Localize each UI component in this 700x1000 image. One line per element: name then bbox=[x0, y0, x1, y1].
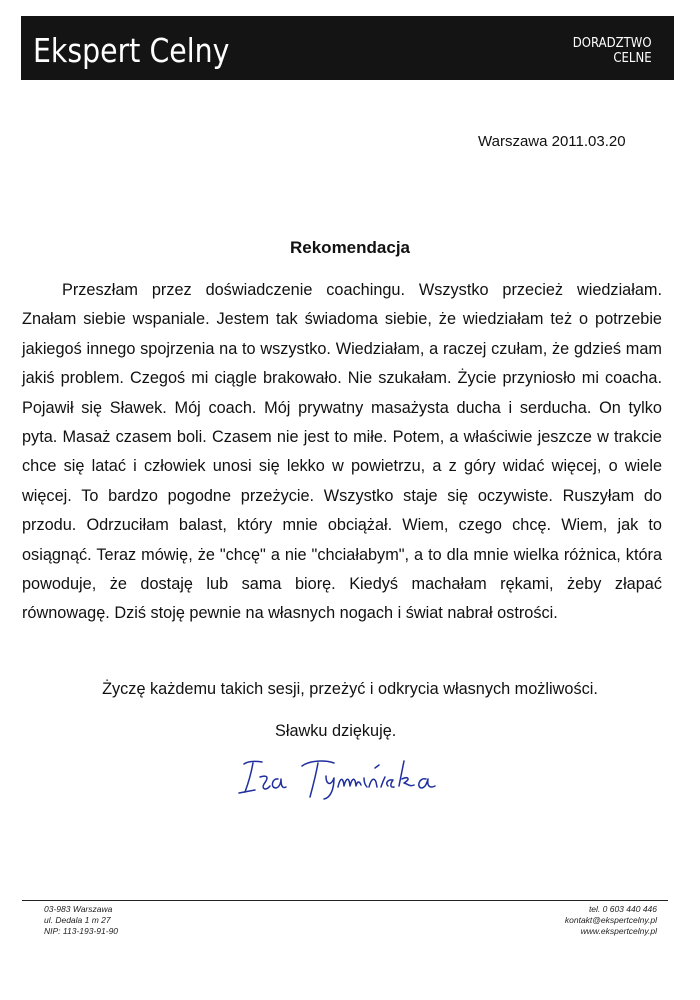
tagline-line-2: CELNE bbox=[613, 51, 652, 66]
letter-title: Rekomendacja bbox=[290, 238, 410, 257]
letterhead-banner bbox=[21, 16, 674, 80]
letter-date: Warszawa 2011.03.20 bbox=[478, 133, 626, 150]
footer-nip: NIP: 113-193-91-90 bbox=[44, 926, 119, 936]
footer-address-line-2: ul. Dedala 1 m 27 bbox=[44, 915, 111, 925]
company-tagline bbox=[573, 36, 652, 66]
tagline-line-1: DORADZTWO bbox=[573, 36, 652, 51]
letter-thanks: Sławku dziękuję. bbox=[275, 722, 397, 740]
footer-address-line-1: 03-983 Warszawa bbox=[44, 904, 113, 914]
footer-address bbox=[44, 904, 118, 937]
footer-contact bbox=[565, 904, 657, 937]
footer-phone: tel. 0 603 440 446 bbox=[588, 904, 657, 914]
letter-wish: Życzę każdemu takich sesji, przeżyć i odkrycia własnych możliwości. bbox=[102, 680, 598, 698]
handwritten-signature bbox=[236, 752, 476, 802]
company-logo-text: Ekspert Celny bbox=[33, 31, 230, 70]
footer-email[interactable]: kontakt@ekspertcelny.pl bbox=[564, 915, 657, 925]
footer-website[interactable]: www.ekspertcelny.pl bbox=[580, 926, 657, 936]
footer-divider bbox=[22, 900, 668, 901]
letter-body: Przeszłam przez doświadczenie coachingu. Wszystko przecież wiedziałam. Znałam siebie wspaniale. Jestem tak świadoma siebie, że wiedziałam też o potrzebie jakiegoś innego spojrzenia na to wszystko. Wiedziałam, a raczej czułam, że gdzieś mam jakiś problem. Czegoś mi ciągle brakowało. Nie szukałam. Życie przyniosło mi coacha. Pojawił się Sławek. Mój coach. Mój prywatny masażysta ducha i serducha. On tylko pyta. Masaż czasem boli. Czasem nie jest to miłe. Potem, a właściwie jeszcze w trakcie chce się latać i człowiek unosi się lekko w powietrzu, a z góry widać więcej, o wiele więcej. To bardzo pogodne przeżycie. Wszystko staje się oczywiste. Ruszyłam do przodu. Odrzuciłam balast, który mnie obciążał. Wiem, czego chcę. Wiem, jak to osiągnąć. Teraz mówię, że "chcę" a nie "chciałabym", a to dla mnie wielka różnica, która powoduje, że dostaję lub sama biorę. Kiedyś machałam rękami, żeby złapać równowagę. Dziś stoję pewnie na własnych nogach i świat nabrał ostrości. bbox=[22, 281, 662, 623]
